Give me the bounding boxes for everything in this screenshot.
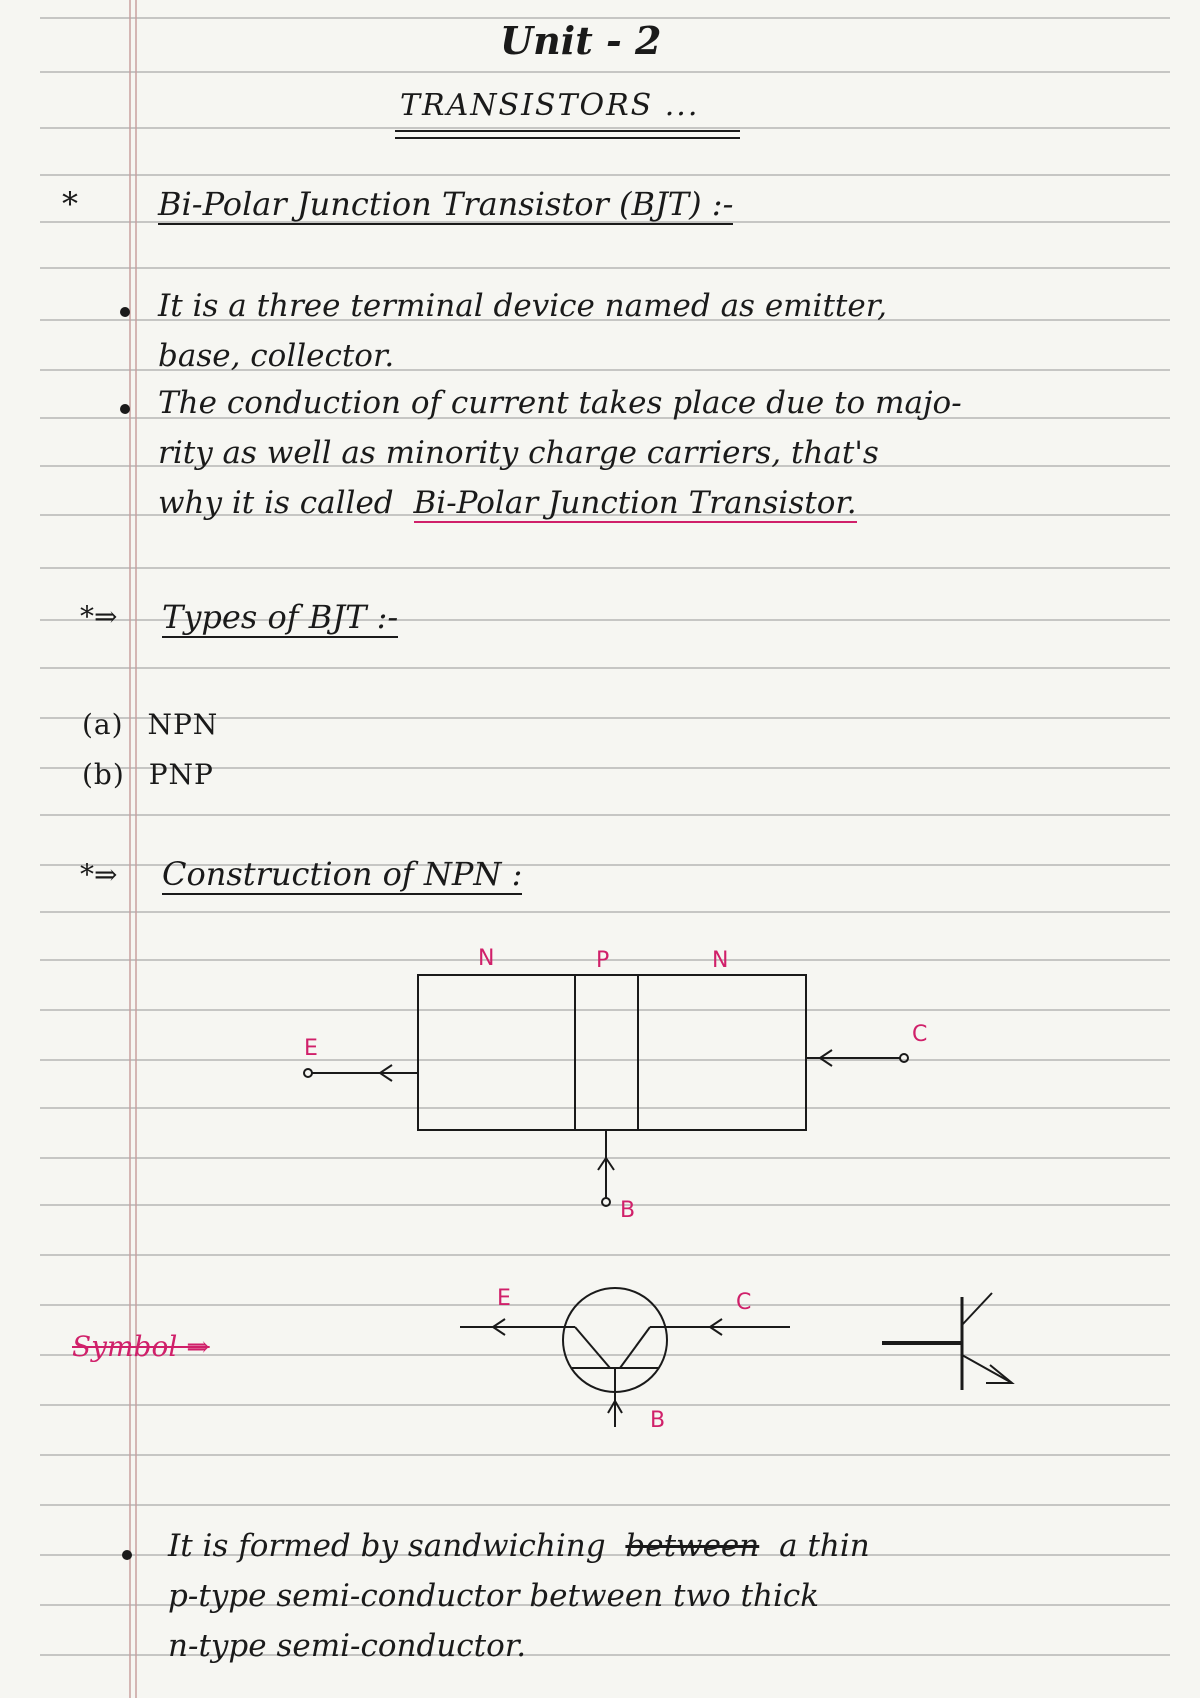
- bullet1-line2: base, collector.: [158, 338, 395, 374]
- unit-title: Unit - 2: [500, 18, 662, 63]
- bullet2-line1: The conduction of current takes place due to majo-: [158, 385, 962, 421]
- symbol-label-text: Symbol ⇒: [72, 1330, 210, 1363]
- symbol-label: [72, 1330, 210, 1363]
- type-item-npn: [82, 708, 218, 741]
- note-struck-word: between: [625, 1528, 760, 1564]
- npn-construction-diagram: [300, 970, 940, 1230]
- bjt-heading-text: Bi-Polar Junction Transistor (BJT) :-: [158, 185, 734, 223]
- type-item-label: (b): [82, 758, 125, 791]
- bullet-dot: [118, 402, 132, 416]
- types-heading: [162, 598, 398, 636]
- types-marker: *⇒: [80, 600, 118, 633]
- section-marker: *: [62, 185, 78, 223]
- bullet2-line3: [158, 485, 857, 521]
- type-item-text: NPN: [147, 708, 219, 741]
- topic-double-underline: [395, 128, 755, 142]
- region-label-n2: N: [712, 948, 729, 973]
- bullet2-line2: rity as well as minority charge carriers, that's: [158, 435, 879, 471]
- symbol-label-b: B: [650, 1408, 666, 1433]
- note-line1-start: It is formed by sandwiching: [168, 1528, 606, 1564]
- terminal-label-e: E: [304, 1036, 318, 1061]
- note-line3: n-type semi-conductor.: [168, 1628, 527, 1664]
- type-item-pnp: [82, 758, 214, 791]
- region-label-p: P: [596, 948, 610, 973]
- symbol-label-e: E: [497, 1286, 511, 1311]
- terminal-label-b: B: [620, 1198, 636, 1223]
- symbol-label-c: C: [736, 1290, 752, 1315]
- npn-symbol-simple: [870, 1285, 1030, 1405]
- types-heading-text: Types of BJT :-: [162, 598, 399, 636]
- bjt-emphasis: Bi-Polar Junction Transistor.: [413, 485, 857, 521]
- construction-heading-text: Construction of NPN :: [162, 855, 523, 893]
- bullet-dot: [120, 1548, 134, 1562]
- region-label-n1: N: [478, 946, 495, 971]
- bullet-dot: [118, 305, 132, 319]
- note-line2: p-type semi-conductor between two thick: [168, 1578, 820, 1614]
- construction-marker: *⇒: [80, 858, 118, 891]
- type-item-text: PNP: [148, 758, 214, 791]
- topic-title: TRANSISTORS ...: [400, 88, 700, 123]
- bullet1-line1: It is a three terminal device named as emitter,: [158, 288, 887, 324]
- bjt-heading: [158, 185, 733, 223]
- note-line1: [168, 1528, 870, 1564]
- bullet2-line3-text: why it is called: [158, 485, 394, 521]
- construction-heading: [162, 855, 522, 893]
- note-line1-end: a thin: [779, 1528, 870, 1564]
- type-item-label: (a): [82, 708, 124, 741]
- terminal-label-c: C: [912, 1022, 928, 1047]
